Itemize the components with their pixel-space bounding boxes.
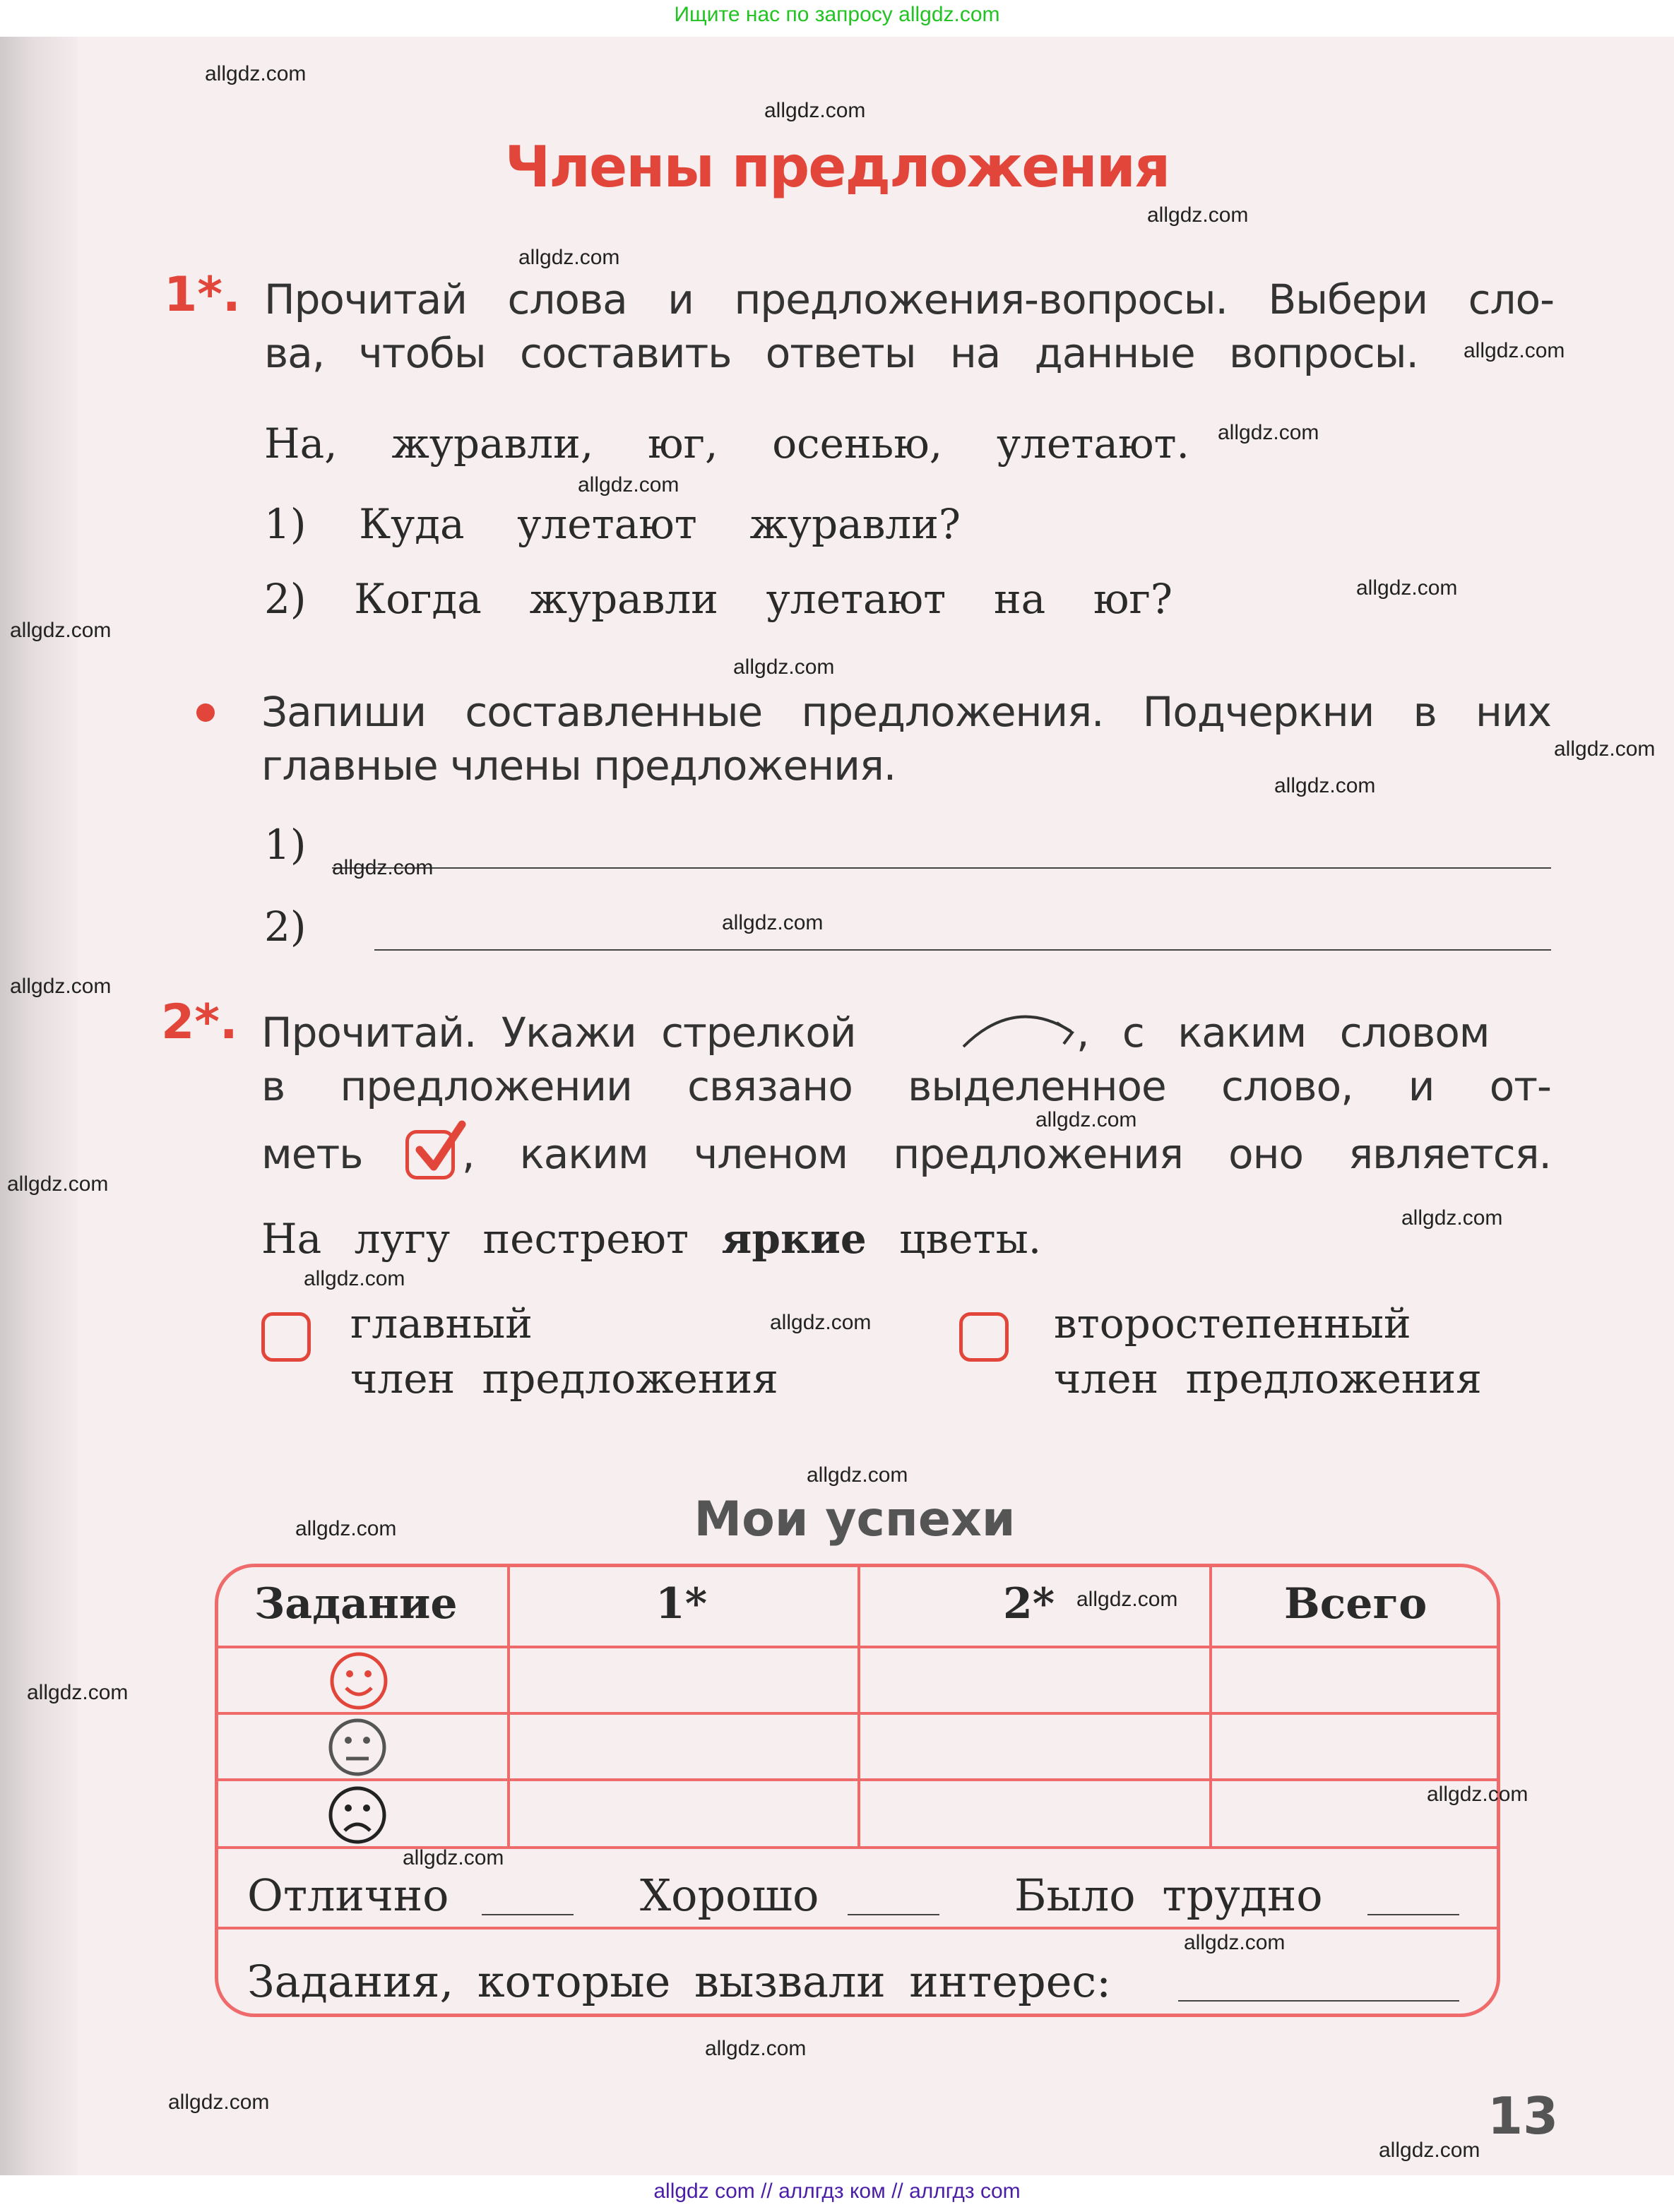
book-spine-shadow — [0, 37, 78, 2175]
task1-subtask-line2: главные члены предложения. — [261, 742, 896, 790]
task1-question2: 2) Когда журавли улетают на юг? — [264, 575, 1173, 623]
header-task2: 2* — [1003, 1579, 1055, 1629]
secondary-member-checkbox[interactable] — [959, 1312, 1009, 1362]
answer1-line[interactable] — [332, 867, 1551, 869]
watermark: allgdz.com — [332, 856, 434, 879]
task2-number: 2*. — [161, 994, 238, 1050]
watermark: allgdz.com — [27, 1681, 129, 1704]
watermark: allgdz.com — [1379, 2139, 1480, 2162]
watermark: allgdz.com — [403, 1846, 504, 1869]
option2-line1: второстепенный — [1054, 1300, 1411, 1348]
site-footer[interactable]: allgdz com // аллгдз ком // аллгдз com — [653, 2180, 1021, 2203]
sad-face-icon — [328, 1785, 387, 1845]
rating-hard: Было трудно — [1014, 1869, 1323, 1921]
watermark: allgdz.com — [1554, 737, 1656, 761]
watermark: allgdz.com — [10, 975, 112, 998]
table-column-divider — [857, 1564, 860, 1848]
table-column-divider — [1209, 1564, 1212, 1848]
highlighted-word: яркие — [721, 1215, 867, 1263]
progress-title: Мои успехи — [694, 1492, 1016, 1547]
watermark: allgdz.com — [7, 1172, 109, 1196]
watermark: allgdz.com — [1147, 203, 1249, 227]
site-banner[interactable]: Ищите нас по запросу allgdz.com — [674, 3, 1000, 26]
watermark: allgdz.com — [1427, 1783, 1528, 1806]
task2-line3-end: , каким членом предложения оно является. — [462, 1130, 1551, 1178]
watermark: allgdz.com — [304, 1267, 405, 1290]
watermark: allgdz.com — [1035, 1108, 1137, 1131]
header-task1: 1* — [655, 1579, 708, 1629]
watermark: allgdz.com — [1274, 774, 1376, 797]
watermark: allgdz.com — [1401, 1206, 1503, 1230]
task2-line3-start: меть — [261, 1130, 363, 1178]
watermark: allgdz.com — [1184, 1931, 1286, 1954]
watermark: allgdz.com — [770, 1311, 872, 1334]
task1-words: На, журавли, юг, осенью, улетают. — [264, 420, 1189, 468]
checkmark-icon — [412, 1120, 469, 1177]
arrow-arc-icon — [958, 1003, 1085, 1052]
neutral-face-icon — [328, 1718, 387, 1777]
watermark: allgdz.com — [295, 1517, 397, 1540]
task2-line2: в предложении связано выделенное слово, и от- — [261, 1062, 1551, 1110]
header-task: Задание — [254, 1579, 458, 1629]
watermark: allgdz.com — [10, 619, 112, 642]
watermark: allgdz.com — [764, 99, 866, 122]
option2-line2: член предложения — [1054, 1355, 1482, 1403]
watermark: allgdz.com — [168, 2091, 270, 2114]
watermark: allgdz.com — [1218, 421, 1319, 444]
interest-label: Задания, которые вызвали интерес: — [247, 1956, 1112, 2007]
option1-line2: член предложения — [350, 1355, 778, 1403]
watermark: allgdz.com — [1356, 576, 1458, 600]
rating-good: Хорошо — [640, 1869, 819, 1921]
watermark: allgdz.com — [722, 911, 824, 934]
watermark: allgdz.com — [205, 62, 307, 85]
sentence-end: цветы. — [866, 1215, 1042, 1263]
header-total: Всего — [1284, 1579, 1427, 1629]
task2-sentence — [261, 1216, 1041, 1261]
option1-line1: главный — [350, 1300, 533, 1348]
table-divider — [215, 1927, 1500, 1929]
task1-instruction-line2: ва, чтобы составить ответы на данные вопросы. — [264, 329, 1418, 377]
task2-line1-end: , с каким словом — [1076, 1009, 1490, 1057]
watermark: allgdz.com — [807, 1463, 908, 1487]
main-member-checkbox[interactable] — [261, 1312, 311, 1362]
rating-excellent: Отлично — [247, 1869, 449, 1921]
rating-good-line[interactable] — [848, 1914, 939, 1915]
task2-line1-start: Прочитай. Укажи стрелкой — [261, 1009, 856, 1057]
answer2-label: 2) — [264, 903, 307, 951]
task1-instruction-line1: Прочитай слова и предложения-вопросы. Выбери сло- — [264, 275, 1554, 323]
happy-face-icon — [329, 1651, 388, 1711]
interest-line[interactable] — [1178, 2000, 1459, 2002]
page-title: Члены предложения — [504, 134, 1170, 200]
watermark: allgdz.com — [1076, 1588, 1178, 1611]
watermark: allgdz.com — [705, 2037, 807, 2060]
task1-subtask-line1: Запиши составленные предложения. Подчеркни в них — [261, 688, 1551, 736]
task1-number: 1*. — [164, 267, 241, 323]
watermark: allgdz.com — [733, 655, 835, 679]
watermark: allgdz.com — [578, 473, 679, 496]
bullet-icon — [196, 703, 215, 722]
table-column-divider — [507, 1564, 510, 1848]
rating-excellent-line[interactable] — [482, 1914, 574, 1915]
watermark: allgdz.com — [1464, 339, 1565, 362]
page-number: 13 — [1488, 2086, 1559, 2146]
task1-question1: 1) Куда улетают журавли? — [264, 500, 961, 548]
sentence-start: На лугу пестреют — [261, 1215, 722, 1263]
answer2-line[interactable] — [374, 949, 1551, 951]
watermark: allgdz.com — [518, 246, 620, 269]
rating-hard-line[interactable] — [1367, 1914, 1459, 1915]
answer1-label: 1) — [264, 821, 307, 869]
